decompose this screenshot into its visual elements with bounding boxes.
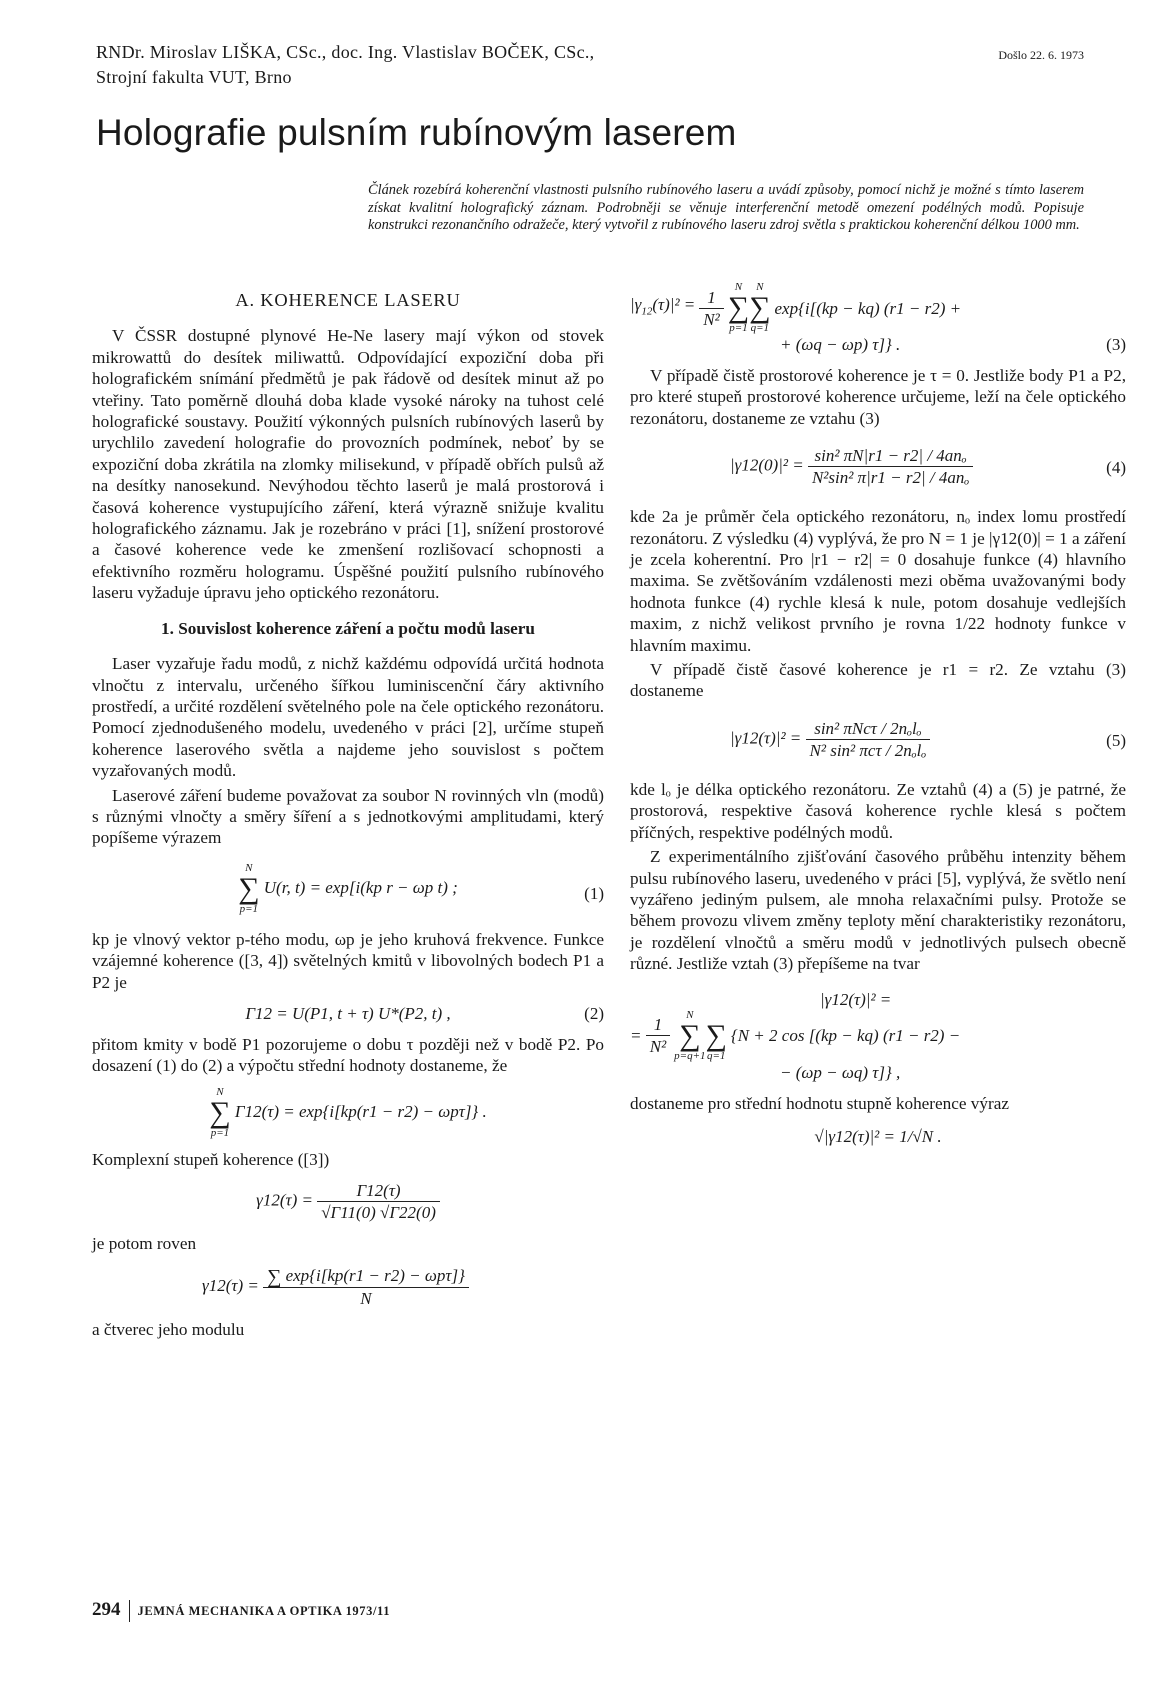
subsection-heading: 1. Souvislost koherence záření a počtu modů laseru — [161, 618, 535, 638]
paragraph: kp je vlnový vektor p-tého modu, ωp je jeho kruhová frekvence. Funkce vzájemné koherence ([3, 4]) světelných kmitů v libovolných bodech P1 a P2 je — [92, 929, 604, 992]
paragraph: Komplexní stupeň koherence ([3]) — [92, 1149, 330, 1169]
sum-symbol: N ∑ p=1 — [209, 1085, 231, 1139]
denominator: N — [360, 1288, 372, 1308]
numerator-text: exp{i[kp(r1 − r2) − ωpτ]} — [285, 1265, 465, 1285]
equation-9 — [630, 989, 1126, 1083]
equation-lhs: $|\gamma_{12}(\tau)|^2$ = — [630, 294, 696, 318]
authors-block — [96, 40, 816, 90]
paragraph: Z experimentálního zjišťování časového průběhu intenzity během pulsu rubínového laseru, uvedeného v práci [5], vyplývá, že světlo není vyzářeno jediným pulsem, ale mnoha relaxačními pulsy. Protože se během provozu vlivem změny teploty mění charakteristiky rezonátoru, je rozdělení vlnočtů a směru modů v jednotlivých pulsech obecně různé. Jestliže vztah (3) přepíšeme na tvar — [630, 847, 1126, 974]
paragraph: dostaneme pro střední hodnotu stupně koherence výraz — [630, 1093, 1009, 1113]
fraction: $\frac{1}{\text{N²}}$ — [646, 1014, 670, 1057]
equation-lhs: |γ12(0)|² = — [730, 455, 804, 475]
paragraph: Laserové záření budeme považovat za soubor N rovinných vln (modů) s různými vlnočty a směry šíření a s jednotkovými amplitudami, který popíšeme výrazem — [92, 785, 604, 848]
fraction — [317, 1180, 440, 1223]
fraction: $\frac{1}{\text{N²}}$ — [699, 287, 723, 330]
right-column — [630, 282, 1126, 1157]
equation-text: exp{i[(kp − kq) (r1 − r2) + — [774, 298, 962, 318]
equation-6 — [630, 282, 1126, 355]
left-column — [92, 282, 604, 1343]
equation-lhs: γ12(τ) = — [202, 1275, 259, 1295]
equation-2 — [92, 1003, 604, 1024]
numerator: sin² πN|r1 − r2| / 4anₒ — [808, 445, 973, 467]
paragraph: kde lₒ je délka optického rezonátoru. Ze vztahů (4) a (5) je patrné, že prostorová, respektive časová koherence rychle klesá s počtem příčných, respektive podélných modů. — [630, 779, 1126, 842]
equation-7 — [630, 445, 1126, 488]
paragraph: kde 2a je průměr čela optického rezonátoru, nₒ index lomu prostředí rezonátoru. Z výsledku (4) vyplývá, že pro N = 1 je |γ12(0)| = 1 a záření je zcela koherentní. Pro |r1 − r2| = 0 dosahuje funkce (4) hlavního maxima. Se zvětšováním vzdálenosti mezi oběma uvažovanými body hodnota funkce (4) rychle klesá k nule, potom dosahuje vedlejších maxim, z nichž velikost prvního je rovna 1/22 hodnoty funkce v hlavním maximu. — [630, 507, 1126, 655]
journal-name: JEMNÁ MECHANIKA A OPTIKA 1973/11 — [137, 1604, 391, 1618]
equation-text: − (ωp − ωq) τ]} , — [780, 1062, 901, 1082]
denominator: √Γ11(0) √Γ22(0) — [321, 1203, 436, 1223]
received-date: Došlo 22. 6. 1973 — [998, 48, 1084, 62]
numerator: sin² πNcτ / 2nₒlₒ — [806, 718, 931, 740]
equation-8 — [630, 718, 1126, 761]
paragraph: a čtverec jeho modulu — [92, 1319, 245, 1339]
denominator: N²sin² π|r1 − r2| / 4anₒ — [811, 468, 970, 488]
equation-text: U(r, t) = exp[i(kp r − ωp t) ; — [263, 877, 458, 897]
equals-sign: = — [630, 1026, 646, 1046]
affiliation: Strojní fakulta VUT, Brno — [96, 67, 292, 87]
equation-10: √|γ12(τ)|² = 1/√N . — [814, 1126, 942, 1146]
equation-4 — [92, 1180, 604, 1223]
equation-number: (1) — [584, 883, 604, 903]
section-heading: A. KOHERENCE LASERU — [235, 290, 461, 310]
sum-symbol: N ∑ p=1 — [238, 861, 260, 915]
equation-lhs: |γ12(τ)|² = — [730, 728, 802, 748]
sum-symbol: ∑ q=1 — [705, 1018, 727, 1062]
fraction — [808, 445, 973, 488]
sum-symbol: ∑ — [267, 1265, 282, 1288]
equation-1 — [92, 863, 604, 915]
authors: RNDr. Miroslav LIŠKA, CSc., doc. Ing. Vlastislav BOČEK, CSc., — [96, 42, 595, 62]
sum-symbol: N ∑ p=1 — [727, 281, 750, 334]
equation-text: + (ωq − ωp) τ]} . — [780, 335, 901, 354]
fraction — [263, 1265, 469, 1309]
denominator: N² sin² πcτ / 2nₒlₒ — [809, 740, 927, 760]
footer-divider — [129, 1600, 130, 1622]
equation-3 — [92, 1087, 604, 1139]
equation-lhs: |γ12(τ)|² = — [820, 989, 892, 1009]
paragraph: je potom roven — [92, 1234, 197, 1254]
abstract: Článek rozebírá koherenční vlastnosti pulsního rubínového laseru a uvádí způsoby, pomocí nichž je možné s tímto laserem získat kvalitní holografický záznam. Podrobněji se věnuje interferenční metodě omezení podélných modů. Popisuje konstrukci rezonančního odražeče, který vytvořil z rubínového laseru zdroj světla s praktickou koherenční délkou 1000 mm. — [368, 182, 1084, 233]
equation-text: {N + 2 cos [(kp − kq) (r1 − r2) − — [730, 1026, 961, 1046]
sum-symbol: N ∑ q=1 — [749, 281, 771, 334]
paragraph: V případě čistě časové koherence je r1 = r2. Ze vztahu (3) dostaneme — [630, 660, 1126, 701]
equation-lhs: γ12(τ) = — [256, 1190, 313, 1210]
equation-5 — [92, 1265, 604, 1309]
page-number: 294 — [92, 1599, 121, 1620]
equation-number: (3) — [1106, 335, 1126, 354]
equation-number: (4) — [1106, 458, 1126, 478]
paragraph: Laser vyzařuje řadu modů, z nichž každému odpovídá určitá hodnota vlnočtu z intervalu, určeného šířkou luminiscenční čáry aktivního prostředí, a určité rozdělení světelného pole na čele optického rezonátoru. Pomocí zjednodušeného modelu, uvedeného v práci [2], určíme stupeň koherence laserového světla a najdeme jeho souvislost s počtem vyzařovaných modů. — [92, 654, 604, 781]
equation-text: Γ12(τ) = exp{i[kp(r1 − r2) − ωpτ]} . — [234, 1101, 487, 1121]
paragraph: přitom kmity v bodě P1 pozorujeme o dobu τ později než v bodě P2. Po dosazení (1) do (2) a výpočtu střední hodnoty dostaneme, že — [92, 1034, 604, 1076]
paragraph: V ČSSR dostupné plynové He-Ne lasery mají výkon od stovek mikrowattů do desítek miliwattů. Odpovídající expoziční doba při holografickém snímání předmětů je pak řádově od desítek minut až po vteřiny. Tato poměrně dlouhá doba klade vysoké nároky na tuhost celé holografické soustavy. Použití výkonných pulsních rubínových laserů by urychlilo zavedení holografie do provozních podmínek, neboť by se expoziční doba zkrátila na zlomky milisekund, v případě obřích pulsů až na desítky nanosekund. Nevýhodou těchto laserů je malá prostorová i časová koherence vystupujícího záření, která výrazně snižuje kvalitu holografického záznamu. Jak je rozebráno v práci [1], snížení prostorové a časové koherence vede ke zmenšení rozlišovací schopnosti a efektivního rozměru hologramu. Úspěšné použití pulsního rubínového laseru vyžaduje úpravu jeho optického rezonátoru. — [92, 326, 604, 603]
equation-number: (2) — [584, 1003, 604, 1023]
fraction — [806, 718, 931, 761]
numerator: Γ12(τ) — [317, 1180, 440, 1202]
numerator — [263, 1265, 469, 1288]
equation-text: Γ12 = U(P1, t + τ) U*(P2, t) , — [245, 1003, 451, 1023]
footer — [92, 1599, 390, 1622]
equation-number: (5) — [1106, 730, 1126, 750]
article-title: Holografie pulsním rubínovým laserem — [96, 112, 737, 153]
sum-symbol: N ∑ p=q+1 — [674, 1008, 706, 1062]
paragraph: V případě čistě prostorové koherence je τ = 0. Jestliže body P1 a P2, pro které stupeň prostorové koherence určujeme, leží na čele optického rezonátoru, dostaneme ze vztahu (3) — [630, 366, 1126, 428]
